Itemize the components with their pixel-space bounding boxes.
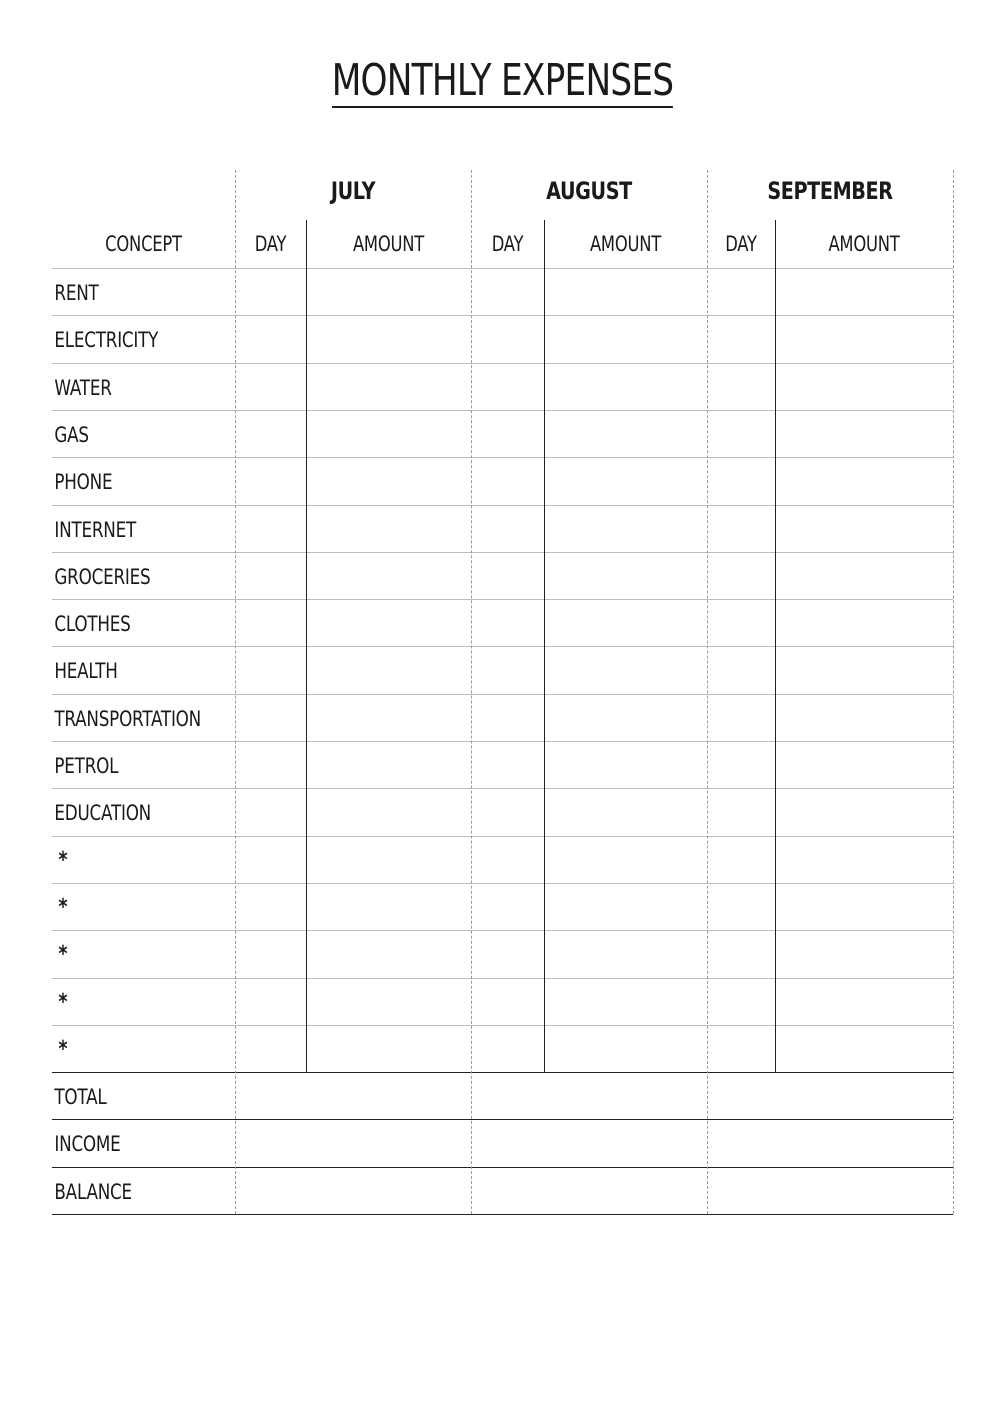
day-cell-july[interactable]	[235, 978, 306, 1025]
amount-cell-july[interactable]	[306, 741, 471, 788]
day-cell-september[interactable]	[707, 836, 775, 883]
column-header-day: DAY	[725, 232, 757, 256]
amount-cell-august[interactable]	[544, 694, 707, 741]
day-cell-august[interactable]	[471, 978, 544, 1025]
day-cell-july[interactable]	[235, 694, 306, 741]
day-cell-september[interactable]	[707, 788, 775, 835]
amount-cell-august[interactable]	[544, 1025, 707, 1072]
column-header-amount: AMOUNT	[352, 232, 425, 256]
amount-cell-september[interactable]	[775, 694, 953, 741]
amount-cell-july[interactable]	[306, 552, 471, 599]
summary-income: INCOME	[54, 1132, 121, 1157]
amount-cell-september[interactable]	[775, 457, 953, 504]
concept-electricity: ELECTRICITY	[54, 328, 159, 353]
concept-blank-16: *	[58, 1036, 68, 1062]
concept-clothes: CLOTHES	[54, 612, 131, 637]
day-cell-september[interactable]	[707, 694, 775, 741]
total-cell-august[interactable]	[471, 1072, 707, 1119]
amount-cell-september[interactable]	[775, 505, 953, 552]
day-cell-august[interactable]	[471, 363, 544, 410]
amount-cell-august[interactable]	[544, 788, 707, 835]
amount-cell-september[interactable]	[775, 410, 953, 457]
amount-cell-july[interactable]	[306, 599, 471, 646]
day-cell-july[interactable]	[235, 268, 306, 315]
amount-cell-july[interactable]	[306, 836, 471, 883]
balance-cell-september[interactable]	[707, 1167, 953, 1214]
amount-cell-july[interactable]	[306, 363, 471, 410]
day-cell-july[interactable]	[235, 741, 306, 788]
day-cell-august[interactable]	[471, 694, 544, 741]
amount-cell-september[interactable]	[775, 552, 953, 599]
amount-cell-september[interactable]	[775, 646, 953, 693]
amount-cell-september[interactable]	[775, 363, 953, 410]
day-cell-july[interactable]	[235, 1025, 306, 1072]
day-cell-september[interactable]	[707, 1025, 775, 1072]
amount-cell-july[interactable]	[306, 1025, 471, 1072]
month-header-july: JULY	[330, 177, 376, 205]
column-header-amount: AMOUNT	[828, 232, 900, 256]
amount-cell-september[interactable]	[775, 883, 953, 930]
day-cell-july[interactable]	[235, 646, 306, 693]
day-cell-september[interactable]	[707, 930, 775, 977]
concept-petrol: PETROL	[54, 754, 119, 778]
day-cell-july[interactable]	[235, 315, 306, 362]
amount-cell-july[interactable]	[306, 978, 471, 1025]
total-cell-july[interactable]	[235, 1072, 471, 1119]
summary-total: TOTAL	[54, 1085, 107, 1110]
day-cell-september[interactable]	[707, 457, 775, 504]
day-cell-august[interactable]	[471, 457, 544, 504]
day-cell-july[interactable]	[235, 457, 306, 504]
amount-cell-july[interactable]	[306, 315, 471, 362]
day-cell-september[interactable]	[707, 741, 775, 788]
amount-cell-august[interactable]	[544, 552, 707, 599]
concept-internet: INTERNET	[54, 517, 136, 542]
income-cell-august[interactable]	[471, 1119, 707, 1166]
day-cell-august[interactable]	[471, 836, 544, 883]
day-cell-july[interactable]	[235, 410, 306, 457]
amount-cell-august[interactable]	[544, 599, 707, 646]
day-cell-july[interactable]	[235, 363, 306, 410]
day-cell-september[interactable]	[707, 268, 775, 315]
amount-cell-august[interactable]	[544, 315, 707, 362]
day-cell-july[interactable]	[235, 836, 306, 883]
concept-blank-14: *	[58, 942, 68, 968]
summary-divider	[52, 1214, 953, 1215]
total-cell-september[interactable]	[707, 1072, 953, 1119]
day-cell-august[interactable]	[471, 930, 544, 977]
amount-cell-august[interactable]	[544, 930, 707, 977]
amount-cell-august[interactable]	[544, 363, 707, 410]
amount-cell-september[interactable]	[775, 268, 953, 315]
day-cell-august[interactable]	[471, 315, 544, 362]
day-cell-september[interactable]	[707, 410, 775, 457]
concept-health: HEALTH	[54, 659, 118, 684]
income-cell-july[interactable]	[235, 1119, 471, 1166]
amount-cell-august[interactable]	[544, 646, 707, 693]
day-cell-august[interactable]	[471, 741, 544, 788]
amount-cell-july[interactable]	[306, 883, 471, 930]
page-title-text: MONTHLY EXPENSES	[331, 55, 674, 106]
column-header-concept: CONCEPT	[105, 232, 182, 256]
concept-blank-13: *	[58, 894, 68, 920]
day-cell-september[interactable]	[707, 315, 775, 362]
concept-groceries: GROCERIES	[54, 564, 151, 589]
day-cell-august[interactable]	[471, 505, 544, 552]
concept-phone: PHONE	[54, 470, 113, 495]
amount-cell-august[interactable]	[544, 268, 707, 315]
day-cell-august[interactable]	[471, 268, 544, 315]
page-title	[111, 52, 895, 110]
amount-cell-july[interactable]	[306, 646, 471, 693]
concept-gas: GAS	[54, 422, 89, 447]
amount-cell-july[interactable]	[306, 694, 471, 741]
month-header-september: SEPTEMBER	[767, 177, 893, 205]
amount-cell-august[interactable]	[544, 410, 707, 457]
balance-cell-july[interactable]	[235, 1167, 471, 1214]
amount-cell-september[interactable]	[775, 930, 953, 977]
amount-cell-july[interactable]	[306, 457, 471, 504]
day-cell-august[interactable]	[471, 552, 544, 599]
summary-balance: BALANCE	[54, 1179, 132, 1204]
day-cell-july[interactable]	[235, 883, 306, 930]
column-header-day: DAY	[254, 232, 287, 256]
day-cell-july[interactable]	[235, 599, 306, 646]
amount-cell-august[interactable]	[544, 505, 707, 552]
amount-cell-september[interactable]	[775, 788, 953, 835]
concept-water: WATER	[54, 375, 112, 400]
amount-cell-july[interactable]	[306, 268, 471, 315]
day-cell-september[interactable]	[707, 363, 775, 410]
amount-cell-september[interactable]	[775, 599, 953, 646]
day-cell-july[interactable]	[235, 788, 306, 835]
day-cell-september[interactable]	[707, 978, 775, 1025]
amount-cell-september[interactable]	[775, 978, 953, 1025]
amount-cell-august[interactable]	[544, 978, 707, 1025]
month-header-august: AUGUST	[546, 177, 632, 205]
concept-rent: RENT	[54, 281, 99, 305]
amount-cell-september[interactable]	[775, 836, 953, 883]
amount-cell-july[interactable]	[306, 930, 471, 977]
day-cell-august[interactable]	[471, 646, 544, 693]
amount-cell-september[interactable]	[775, 1025, 953, 1072]
amount-cell-august[interactable]	[544, 883, 707, 930]
amount-cell-july[interactable]	[306, 410, 471, 457]
column-header-day: DAY	[491, 232, 524, 256]
amount-cell-august[interactable]	[544, 457, 707, 504]
day-cell-august[interactable]	[471, 788, 544, 835]
day-cell-september[interactable]	[707, 883, 775, 930]
amount-cell-august[interactable]	[544, 741, 707, 788]
day-cell-july[interactable]	[235, 930, 306, 977]
day-cell-july[interactable]	[235, 505, 306, 552]
day-cell-september[interactable]	[707, 646, 775, 693]
month-column-divider	[953, 170, 954, 1214]
amount-cell-august[interactable]	[544, 836, 707, 883]
day-cell-august[interactable]	[471, 599, 544, 646]
amount-cell-september[interactable]	[775, 315, 953, 362]
amount-cell-july[interactable]	[306, 505, 471, 552]
balance-cell-august[interactable]	[471, 1167, 707, 1214]
amount-cell-september[interactable]	[775, 741, 953, 788]
concept-blank-15: *	[58, 989, 68, 1015]
concept-blank-12: *	[58, 847, 68, 873]
concept-transportation: TRANSPORTATION	[54, 706, 201, 731]
day-cell-august[interactable]	[471, 883, 544, 930]
day-cell-july[interactable]	[235, 552, 306, 599]
day-cell-september[interactable]	[707, 599, 775, 646]
amount-cell-july[interactable]	[306, 788, 471, 835]
day-cell-august[interactable]	[471, 410, 544, 457]
income-cell-september[interactable]	[707, 1119, 953, 1166]
column-header-amount: AMOUNT	[589, 232, 662, 256]
day-cell-september[interactable]	[707, 505, 775, 552]
day-cell-september[interactable]	[707, 552, 775, 599]
concept-education: EDUCATION	[54, 801, 152, 826]
day-cell-august[interactable]	[471, 1025, 544, 1072]
